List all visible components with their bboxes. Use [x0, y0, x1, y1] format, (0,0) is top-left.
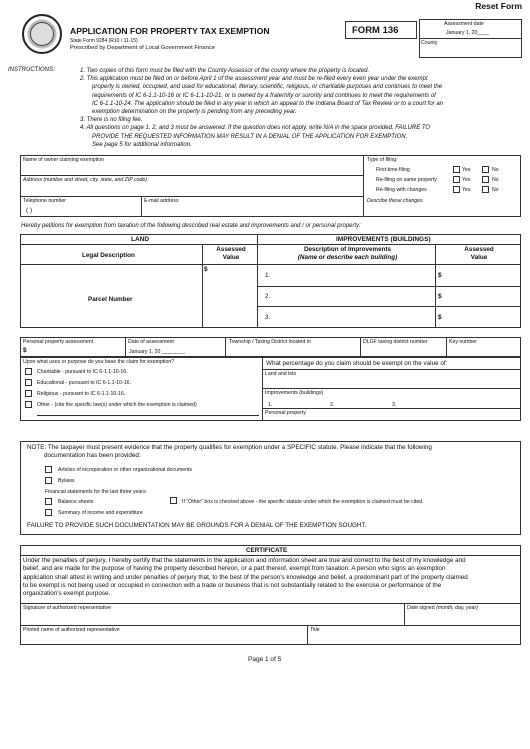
- other-label: [37, 402, 197, 409]
- bylaws-checkbox[interactable]: [45, 477, 52, 484]
- key-number-label: Key number: [449, 339, 477, 345]
- assessment-date-label: Assessment date: [444, 21, 484, 27]
- bylaws-label: Bylaws: [58, 478, 75, 484]
- balance-sheets-checkbox[interactable]: [45, 498, 52, 505]
- address-label: Address (number and street, city, state, and ZIP code): [23, 177, 147, 183]
- date-signed-text: Date signed: [407, 605, 435, 611]
- state-form-number: State Form 9284 (R10 / 11-15): [70, 38, 138, 44]
- certificate-line: application shall attest in writing and under penalties of perjury that, to the best of the person's knowledge and belief, a predominant part of the property claimed: [23, 573, 468, 581]
- instruction-line: 4. All questions on page 1, 2, and 3 must be answered. If the question does not apply, write N/A in the space provided. FAILURE TO: [80, 125, 431, 132]
- educational-label: Educational - pursuant to IC 6-1.1-10-16.: [37, 380, 132, 386]
- note-text: [27, 444, 432, 460]
- summary-income-label: Summary of income and expenditure: [58, 510, 143, 516]
- phone-label: Telephone number: [23, 198, 66, 204]
- other-statute-note: If "Other" box is checked above - the specific statute under which the exemption is claimed must be cited.: [182, 499, 424, 505]
- improvement-row-3-dollar: $: [438, 314, 442, 321]
- improvements-buildings-label: Improvements (buildings): [265, 390, 324, 396]
- note-line-2: documentation has been provided:: [44, 452, 141, 459]
- no-label: No: [492, 177, 499, 183]
- yes-label: Yes: [462, 177, 471, 183]
- educational-checkbox[interactable]: [25, 379, 32, 386]
- instruction-line: 1. Two copies of this form must be filed with the County Assessor of the county where the property is located.: [80, 68, 370, 74]
- instruction-line: requirements of IC 6-1.1-10-16 or IC 6-1.1-10-21, or is owned by a fraternity or sorority and continues to meet the requirements of: [92, 92, 436, 99]
- assessment-date-value[interactable]: January 1, 20____: [446, 30, 489, 36]
- land-header: LAND: [131, 236, 150, 243]
- seal-emblem: [30, 22, 54, 46]
- improvement-row-3-number: 3.: [265, 314, 271, 321]
- first-time-no-checkbox[interactable]: [482, 166, 489, 173]
- other-statute-checkbox[interactable]: [170, 497, 177, 504]
- exemption-purpose-question: Upon what uses or purpose do you base the claim for exemption?: [23, 359, 175, 365]
- articles-checkbox[interactable]: [45, 466, 52, 473]
- instruction-line: 2. This application must be filed on or before April 1 of the assessment year and must be re-filed every even year under the exempt: [80, 76, 428, 83]
- charitable-label: Charitable - pursuant to IC 6-1.1-10-16.: [37, 369, 128, 375]
- note-line-1: NOTE: The taxpayer must present evidence that the property qualifies for exemption under a SPECIFIC statute. Please indicate that the following: [27, 444, 432, 451]
- improvement-pct-2[interactable]: 2.: [330, 402, 335, 408]
- printed-name-label: Printed name of authorized representative: [23, 627, 120, 633]
- personal-property-pct-label: Personal property: [265, 410, 306, 416]
- improvement-row-1-number: 1.: [265, 272, 271, 279]
- improvement-pct-3[interactable]: 3.: [392, 402, 397, 408]
- parcel-number-label: Parcel Number: [88, 296, 133, 303]
- land-assessed-value-header: Assessed Value: [216, 246, 246, 261]
- improvements-desc-title: Description of Improvements: [303, 246, 392, 253]
- describe-changes-label: Describe these changes.: [367, 198, 425, 204]
- prescribed-by: Prescribed by Department of Local Government Finance: [70, 45, 215, 51]
- improvement-row-2-number: 2.: [265, 293, 271, 300]
- no-label: No: [492, 187, 499, 193]
- summary-income-checkbox[interactable]: [45, 509, 52, 516]
- same-property-no-checkbox[interactable]: [482, 176, 489, 183]
- filing-same-property-label: Re-filing on same property: [376, 177, 437, 183]
- personal-property-dollar[interactable]: $: [23, 347, 27, 354]
- land-lots-label: Land and lots: [265, 371, 297, 377]
- improvement-row-1-dollar: $: [438, 272, 442, 279]
- certificate-line: to be exempt is not being used or occupied in connection with a trade or business that is not substantially related to the exercise or performance of the: [23, 581, 442, 589]
- title-field[interactable]: [309, 634, 519, 644]
- religious-checkbox[interactable]: [25, 390, 32, 397]
- petition-text: Hereby petitions for exemption from taxation of the following described real estate and improvements and / or personal property:: [21, 223, 361, 229]
- other-law-line[interactable]: [37, 415, 259, 416]
- improvements-header: [336, 236, 431, 244]
- instructions-label: INSTRUCTIONS:: [8, 67, 55, 73]
- yes-label: Yes: [462, 187, 471, 193]
- first-time-yes-checkbox[interactable]: [453, 166, 460, 173]
- form-title: APPLICATION FOR PROPERTY TAX EXEMPTION: [70, 26, 270, 36]
- with-changes-no-checkbox[interactable]: [482, 186, 489, 193]
- instruction-line: 3. There is no filing fee.: [80, 117, 143, 124]
- failure-warning: FAILURE TO PROVIDE SUCH DOCUMENTATION MAY BE GROUNDS FOR A DENIAL OF THE EXEMPTION SOUGHT.: [27, 522, 367, 529]
- date-of-assessment-value[interactable]: January 1, 20 ________: [129, 349, 185, 355]
- legal-description-field[interactable]: [22, 266, 200, 292]
- date-of-assessment-label: Date of assessment: [128, 339, 174, 345]
- improvement-row-2-dollar: $: [438, 293, 442, 300]
- page-number: Page 1 of 5: [248, 656, 282, 663]
- address-field[interactable]: [22, 184, 361, 195]
- owner-name-label: Name of owner claiming exemption: [23, 157, 105, 163]
- personal-property-assessment-label: Personal property assessment: [23, 339, 94, 345]
- dlgf-number-label: DLGF taxing district number: [363, 339, 428, 345]
- balance-sheets-label: Balance sheets: [58, 499, 94, 505]
- signature-field[interactable]: [22, 612, 402, 624]
- improvement-pct-1[interactable]: 1.: [268, 402, 273, 408]
- financial-statements-label: Financial statements for the last three years:: [45, 489, 148, 495]
- date-signed-hint: (month, day, year): [436, 605, 478, 611]
- instructions-list: [80, 67, 520, 149]
- improvements-header-text: IMPROVEMENTS (BUILDINGS): [336, 236, 431, 243]
- other-label-text: Other - (cite the specific law(s) under which the exemption is claimed): [37, 402, 197, 408]
- instruction-line: IC 6-1.1-10-24. The application should be filed in any year in which an appeal to the Indiana Board of Tax Review or to a court for an: [92, 100, 443, 107]
- percentage-question: What percentage do you claim should be exempt on the value of:: [266, 360, 448, 367]
- filing-with-changes-label: Re-filing with changes: [376, 187, 427, 193]
- charitable-checkbox[interactable]: [25, 368, 32, 375]
- email-field[interactable]: [143, 205, 361, 216]
- certificate-header: CERTIFICATE: [246, 547, 288, 554]
- type-of-filing-label: Type of filing:: [367, 157, 398, 163]
- legal-description-header: Legal Description: [82, 252, 135, 259]
- certificate-line: belief, and are made for the purpose of having the property described hereon, or a part thereof, exempt from taxation. A person who signs an exemption: [23, 565, 446, 573]
- printed-name-field[interactable]: [22, 634, 305, 644]
- form-number: FORM 136: [352, 25, 399, 36]
- instruction-line: See page 5 for additional information.: [92, 141, 192, 148]
- certificate-line: organization's exempt purpose.: [23, 590, 111, 598]
- same-property-yes-checkbox[interactable]: [453, 176, 460, 183]
- signature-label: Signature of authorized representative: [23, 605, 111, 611]
- email-label: E-mail address: [144, 198, 179, 204]
- certificate-line: Under the penalties of perjury, I hereby certify that the statements in the application and information sheet are true and correct to the best of my knowledge and: [23, 557, 466, 564]
- title-label: Title: [310, 627, 320, 633]
- improvements-description-header: [260, 246, 435, 262]
- land-dollar-sign: $: [204, 266, 208, 273]
- county-label: County: [421, 40, 438, 46]
- land-assessed-value-field[interactable]: [204, 274, 256, 326]
- owner-name-field[interactable]: [22, 164, 361, 174]
- filing-first-time-label: First-time filing: [376, 167, 410, 173]
- articles-label: Articles of incorporation or other organizational documents: [58, 467, 193, 473]
- yes-label: Yes: [462, 167, 471, 173]
- parcel-number-field[interactable]: [22, 305, 200, 326]
- township-label: Township / Taxing District located in: [229, 339, 311, 345]
- instruction-line: property is owned, occupied, and used for educational, literary, scientific, religious, or charitable purposes and continues to meet the: [92, 84, 443, 91]
- no-label: No: [492, 167, 499, 173]
- reset-form-button[interactable]: Reset Form: [475, 1, 522, 11]
- instruction-line: PROVIDE THE REQUESTED INFORMATION MAY RESULT IN A DENIAL OF THE APPLICATION FOR EXEMPTION.: [92, 133, 408, 140]
- date-signed-label: [407, 605, 478, 612]
- certificate-text: [23, 557, 520, 598]
- other-checkbox[interactable]: [25, 401, 32, 408]
- with-changes-yes-checkbox[interactable]: [453, 186, 460, 193]
- phone-field[interactable]: ( ): [26, 207, 33, 214]
- religious-label: Religious - pursuant to IC 6-1.1-10-16.: [37, 391, 126, 397]
- improvements-assessed-value-header: Assessed Value: [464, 246, 494, 261]
- improvements-desc-sub: (Name or describe each building): [297, 253, 398, 261]
- instruction-line: exemption determination on the property is pending from any preceding year.: [92, 109, 297, 116]
